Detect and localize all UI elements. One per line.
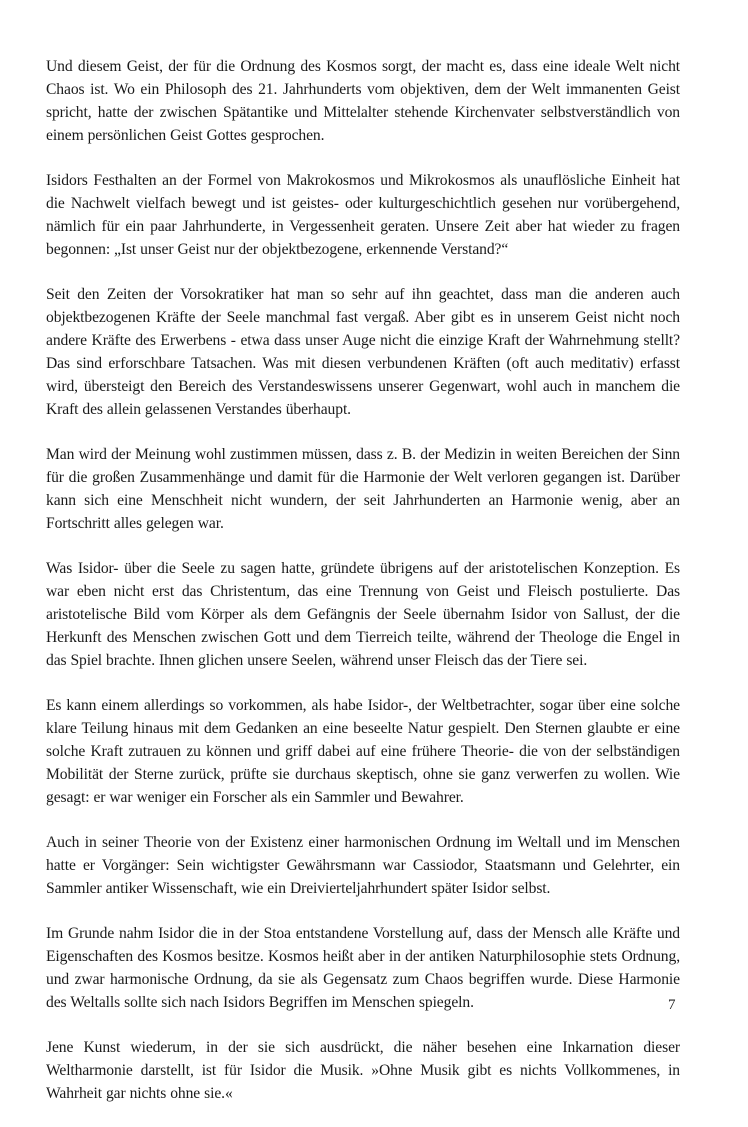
paragraph-9: Jene Kunst wiederum, in der sie sich ausdrückt, die näher besehen eine Inkarnation dieser Weltharmonie darstellt, ist für Isidor die Musik. »Ohne Musik gibt es nichts Vollkommenes, in Wahrheit gar nichts ohne sie.« [46,1039,680,1102]
paragraph-5: Was Isidor- über die Seele zu sagen hatte, gründete übrigens auf der aristotelischen Konzeption. Es war eben nicht erst das Christentum, das eine Trennung von Geist und Fleisch postulierte. Das aristotelische Bild vom Körper als dem Gefängnis der Seele übernahm Isidor von Sallust, der die Herkunft des Menschen zwischen Gott und dem Tierreich teilte, während der Theologe die Engel in das Spiel brachte. Ihnen glichen unsere Seelen, während unser Fleisch das der Tiere sei. [46,560,680,669]
page-body [46,55,680,1127]
paragraph-1: Und diesem Geist, der für die Ordnung des Kosmos sorgt, der macht es, dass eine ideale Welt nicht Chaos ist. Wo ein Philosoph des 21. Jahrhunderts vom objektiven, dem der Welt immanenten Geist spricht, hatte der zwischen Spätantike und Mittelalter stehende Kirchenvater selbstverständlich von einem persönlichen Geist Gottes gesprochen. [46,58,680,144]
paragraph-8: Im Grunde nahm Isidor die in der Stoa entstandene Vorstellung auf, dass der Mensch alle Kräfte und Eigenschaften des Kosmos besitze. Kosmos heißt aber in der antiken Naturphilosophie stets Ordnung, und zwar harmonische Ordnung, da sie als Gegensatz zum Chaos begriffen wurde. Diese Harmonie des Weltalls sollte sich nach Isidors Begriffen im Menschen spiegeln. [46,925,680,1011]
paragraph-6: Es kann einem allerdings so vorkommen, als habe Isidor-, der Weltbetrachter, sogar über eine solche klare Teilung hinaus mit dem Gedanken an eine beseelte Natur gespielt. Den Sternen glaubte er eine solche Kraft zutrauen zu können und griff dabei auf eine frühere Theorie- die von der selbständigen Mobilität der Sterne zurück, prüfte sie durchaus skeptisch, ohne sie ganz verwerfen zu wollen. Wie gesagt: er war weniger ein Forscher als ein Sammler und Bewahrer. [46,697,680,806]
paragraph-7: Auch in seiner Theorie von der Existenz einer harmonischen Ordnung im Weltall und im Menschen hatte er Vorgänger: Sein wichtigster Gewährsmann war Cassiodor, Staatsmann und Gelehrter, ein Sammler antiker Wissenschaft, wie ein Dreivierteljahrhundert später Isidor selbst. [46,834,680,897]
paragraph-2: Isidors Festhalten an der Formel von Makrokosmos und Mikrokosmos als unauflösliche Einheit hat die Nachwelt vielfach bewegt und ist geistes- oder kulturgeschichtlich gesehen nur vorübergehend, nämlich für ein paar Jahrhunderte, in Vergessenheit geraten. Unsere Zeit aber hat wieder zu fragen begonnen: „Ist unser Geist nur der objektbezogene, erkennende Verstand?“ [46,172,680,258]
paragraph-3: Seit den Zeiten der Vorsokratiker hat man so sehr auf ihn geachtet, dass man die anderen auch objektbezogenen Kräfte der Seele manchmal fast vergaß. Aber gibt es in unserem Geist nicht noch andere Kräfte des Erwerbens - etwa dass unser Auge nicht die einzige Kraft der Wahrnehmung stellt? Das sind erforschbare Tatsachen. Was mit diesen verbundenen Kräften (oft auch meditativ) erfasst wird, übersteigt den Bereich des Verstandeswissens unserer Gegenwart, wohl auch in manchem die Kraft des allein gelassenen Verstandes überhaupt. [46,286,680,418]
page-number: 7 [668,997,676,1013]
paragraph-4: Man wird der Meinung wohl zustimmen müssen, dass z. B. der Medizin in weiten Bereichen der Sinn für die großen Zusammenhänge und damit für die Harmonie der Welt verloren gegangen ist. Darüber kann sich eine Menschheit nicht wundern, der seit Jahrhunderten an Harmonie wenig, aber an Fortschritt alles gelegen war. [46,446,680,532]
